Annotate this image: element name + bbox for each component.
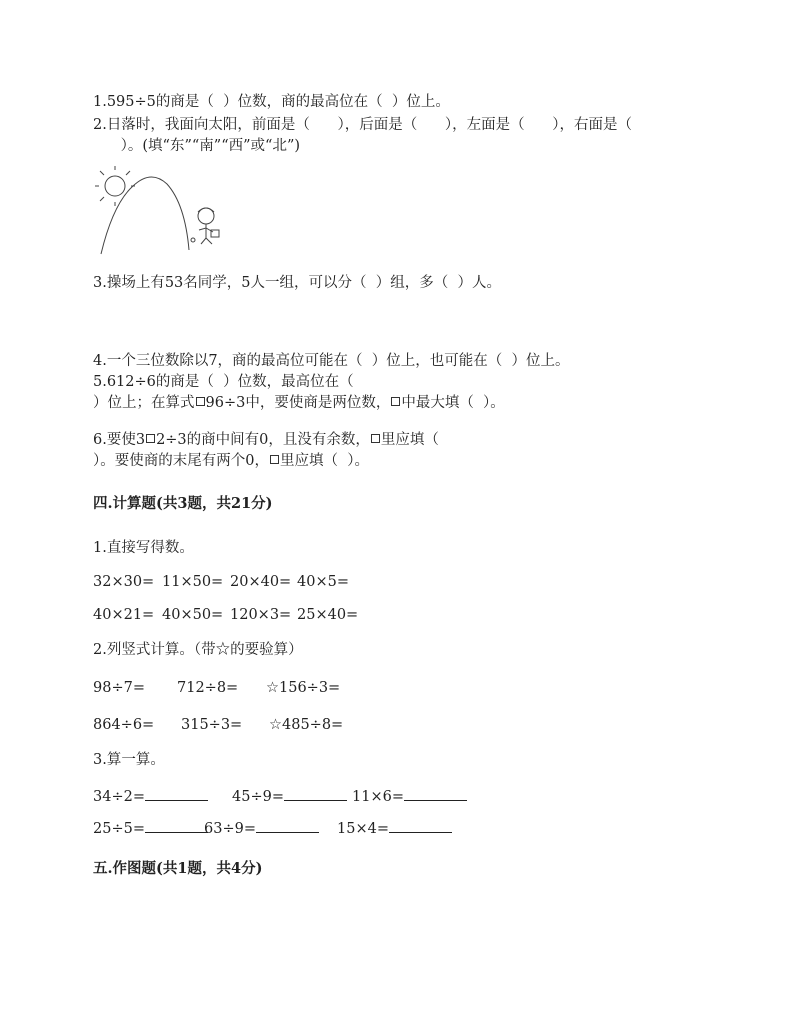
question-6-line-2 (93, 451, 369, 471)
s4-q1-item: 11×50= (162, 574, 224, 590)
s4-q2-item: ☆156÷3= (266, 680, 341, 696)
s4-q1-item: 40×21= (93, 607, 155, 623)
s4-q1-item: 25×40= (297, 607, 359, 623)
s4-q2-item: 98÷7= (93, 680, 145, 696)
s4-q3-item (337, 818, 452, 839)
s4-question-3: 3.算一算。 (93, 752, 165, 768)
q6-text-b: 2÷3的商中间有0，且没有余数， (156, 432, 370, 448)
s4-q2-item: 712÷8= (177, 680, 239, 696)
s4-q1-item: 120×3= (230, 607, 292, 623)
blank-square-icon (270, 455, 279, 464)
s4-q1-item: 20×40= (230, 574, 292, 590)
question-5-line-2 (93, 393, 505, 413)
section-4-title: 四.计算题(共3题，共21分) (93, 495, 273, 512)
s4-q2-item: 315÷3= (181, 717, 243, 733)
question-1: 1.595÷5的商是（ ）位数，商的最高位在（ ）位上。 (93, 94, 450, 110)
answer-blank (284, 786, 347, 801)
s4-q1-item: 40×5= (297, 574, 349, 590)
s4-question-2: 2.列竖式计算。（带☆的要验算） (93, 642, 303, 658)
blank-square-icon (146, 434, 155, 443)
answer-blank (389, 818, 452, 833)
s4-q3-expr: 15×4= (337, 821, 389, 837)
answer-blank (404, 786, 467, 801)
q6-text-c: 里应填（ (380, 432, 439, 448)
question-5-line-1: 5.612÷6的商是（ ）位数，最高位在（ (93, 374, 354, 390)
blank-square-icon (391, 397, 400, 406)
s4-q1-item: 32×30= (93, 574, 155, 590)
question-2-line-1: 2.日落时，我面向太阳，前面是（ ），后面是（ ），左面是（ ），右面是（ (93, 117, 633, 133)
hill-line (101, 177, 189, 254)
sunset-drawing (93, 164, 233, 258)
q6-text-a: 6.要使3 (93, 432, 146, 448)
answer-blank (256, 818, 319, 833)
question-3: 3.操场上有53名同学，5人一组，可以分（ ）组，多（ ）人。 (93, 275, 501, 291)
blank-square-icon (371, 434, 380, 443)
question-2-line-2: ）。(填“东”“南”“西”或“北”) (93, 138, 301, 154)
q6-text-e: 里应填（ ）。 (279, 453, 369, 469)
s4-q3-item (352, 786, 467, 807)
s4-q3-expr: 34÷2= (93, 789, 145, 805)
section-5-title: 五.作图题(共1题，共4分) (93, 860, 263, 877)
q5-text-b: 96÷3中，要使商是两位数， (205, 395, 391, 411)
s4-q2-item: ☆485÷8= (269, 717, 344, 733)
q5-text-a: ）位上；在算式 (93, 395, 195, 411)
boy-figure (191, 208, 219, 244)
question-4: 4.一个三位数除以7，商的最高位可能在（ ）位上，也可能在（ ）位上。 (93, 353, 570, 369)
s4-q3-item (93, 786, 208, 807)
sunset-illustration (93, 164, 233, 262)
s4-q3-item (204, 818, 319, 839)
q5-text-c: 中最大填（ ）。 (401, 395, 505, 411)
s4-q3-expr: 45÷9= (232, 789, 284, 805)
answer-blank (145, 818, 208, 833)
s4-q3-item (232, 786, 347, 807)
s4-question-1: 1.直接写得数。 (93, 540, 194, 556)
answer-blank (145, 786, 208, 801)
s4-q1-item: 40×50= (162, 607, 224, 623)
blank-square-icon (196, 397, 205, 406)
s4-q3-expr: 11×6= (352, 789, 404, 805)
s4-q3-item (93, 818, 208, 839)
s4-q3-expr: 63÷9= (204, 821, 256, 837)
question-6-line-1 (93, 430, 439, 450)
s4-q3-expr: 25÷5= (93, 821, 145, 837)
s4-q2-item: 864÷6= (93, 717, 155, 733)
q6-text-d: ）。要使商的末尾有两个0， (93, 453, 269, 469)
sun-icon (95, 166, 135, 206)
